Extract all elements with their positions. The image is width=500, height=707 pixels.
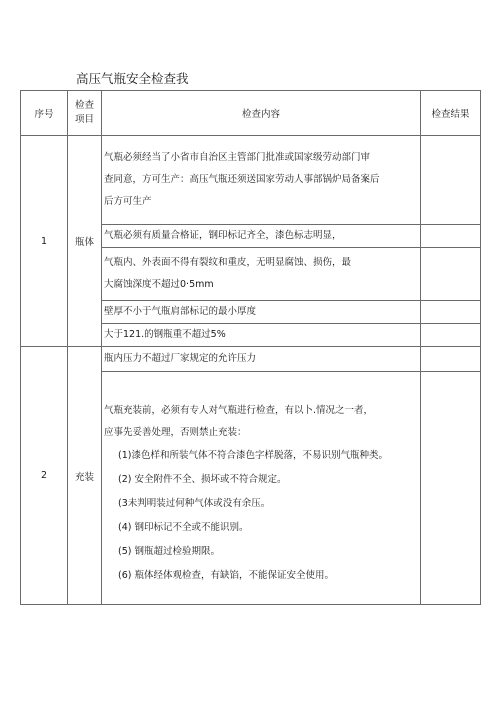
content-line: 后方可生产 [104, 196, 152, 207]
list-item: (6) 瓶体经体观检查，有缺馅，不能保证安全使用。 [118, 570, 334, 581]
content-line: 壁厚不小于气瓶肩部标记的最小厚度 [104, 306, 257, 317]
result-cell[interactable] [421, 136, 481, 225]
content-cell [102, 248, 421, 301]
list-item: (2) 安全附件不全、损坏或不符合规定。 [118, 474, 287, 485]
content-line: 气瓶充装前，必须有专人对气瓶进行检查，有以卜.情况之一者， [104, 405, 374, 416]
result-cell[interactable] [421, 324, 481, 347]
content-line: 气瓶必须经当了小省市自治区主管部门批准或国家级劳动部门审 [104, 152, 371, 163]
result-cell[interactable] [421, 248, 481, 301]
list-item: (4) 钢印标记不全或不能识别。 [118, 522, 249, 533]
condition-list [104, 444, 418, 588]
content-line: 应事先妥善处理，否则禁止充装： [104, 427, 247, 438]
table-header-row [21, 91, 481, 136]
header-item [68, 91, 102, 136]
page-title: 高压气瓶安全检查我 [76, 71, 189, 86]
list-item: (3未判明装过何种气体或没有余压。 [118, 498, 271, 509]
section-seq: 1 [21, 136, 68, 347]
header-item-line2: 项目 [74, 114, 94, 125]
content-line: 瓶内压力不超过厂家规定的允许压力 [104, 353, 257, 364]
content-cell [102, 347, 421, 372]
inspection-table [20, 90, 481, 605]
content-line: 气瓶内、外表面不得有裂纹和重皮，无明显腐蚀、损伤，最 [104, 257, 352, 268]
header-item-line1: 检查 [74, 100, 94, 111]
content-cell [102, 225, 421, 248]
list-item: (1)漆色样和所装气体不符合漆色字样脱落，不易识别气瓶种类。 [118, 450, 388, 461]
header-seq: 序号 [21, 91, 68, 136]
table-row [21, 136, 481, 225]
section-item: 充装 [68, 347, 102, 605]
content-cell [102, 301, 421, 324]
section-item: 瓶体 [68, 136, 102, 347]
header-result: 检查结果 [421, 91, 481, 136]
table-row [21, 347, 481, 372]
content-line: 查同意，方可生产：高压气瓶还须送国家劳动人事部锅炉局备案后 [104, 174, 380, 185]
content-line: 大腐蚀深度不超过0·5mm [104, 279, 214, 290]
content-line: 大于121.的钢瓶重不超过5% [104, 329, 226, 340]
content-cell [102, 136, 421, 225]
result-cell[interactable] [421, 301, 481, 324]
list-item: (5) 钢瓶超过检验期限。 [118, 546, 220, 557]
result-cell[interactable] [421, 225, 481, 248]
header-content: 检查内容 [102, 91, 421, 136]
content-line: 气瓶必须有质量合格证，钢印标记齐全，漆色标志明显， [104, 230, 342, 241]
result-cell[interactable] [421, 372, 481, 605]
section-seq: 2 [21, 347, 68, 605]
content-cell [102, 372, 421, 605]
result-cell[interactable] [421, 347, 481, 372]
content-cell [102, 324, 421, 347]
